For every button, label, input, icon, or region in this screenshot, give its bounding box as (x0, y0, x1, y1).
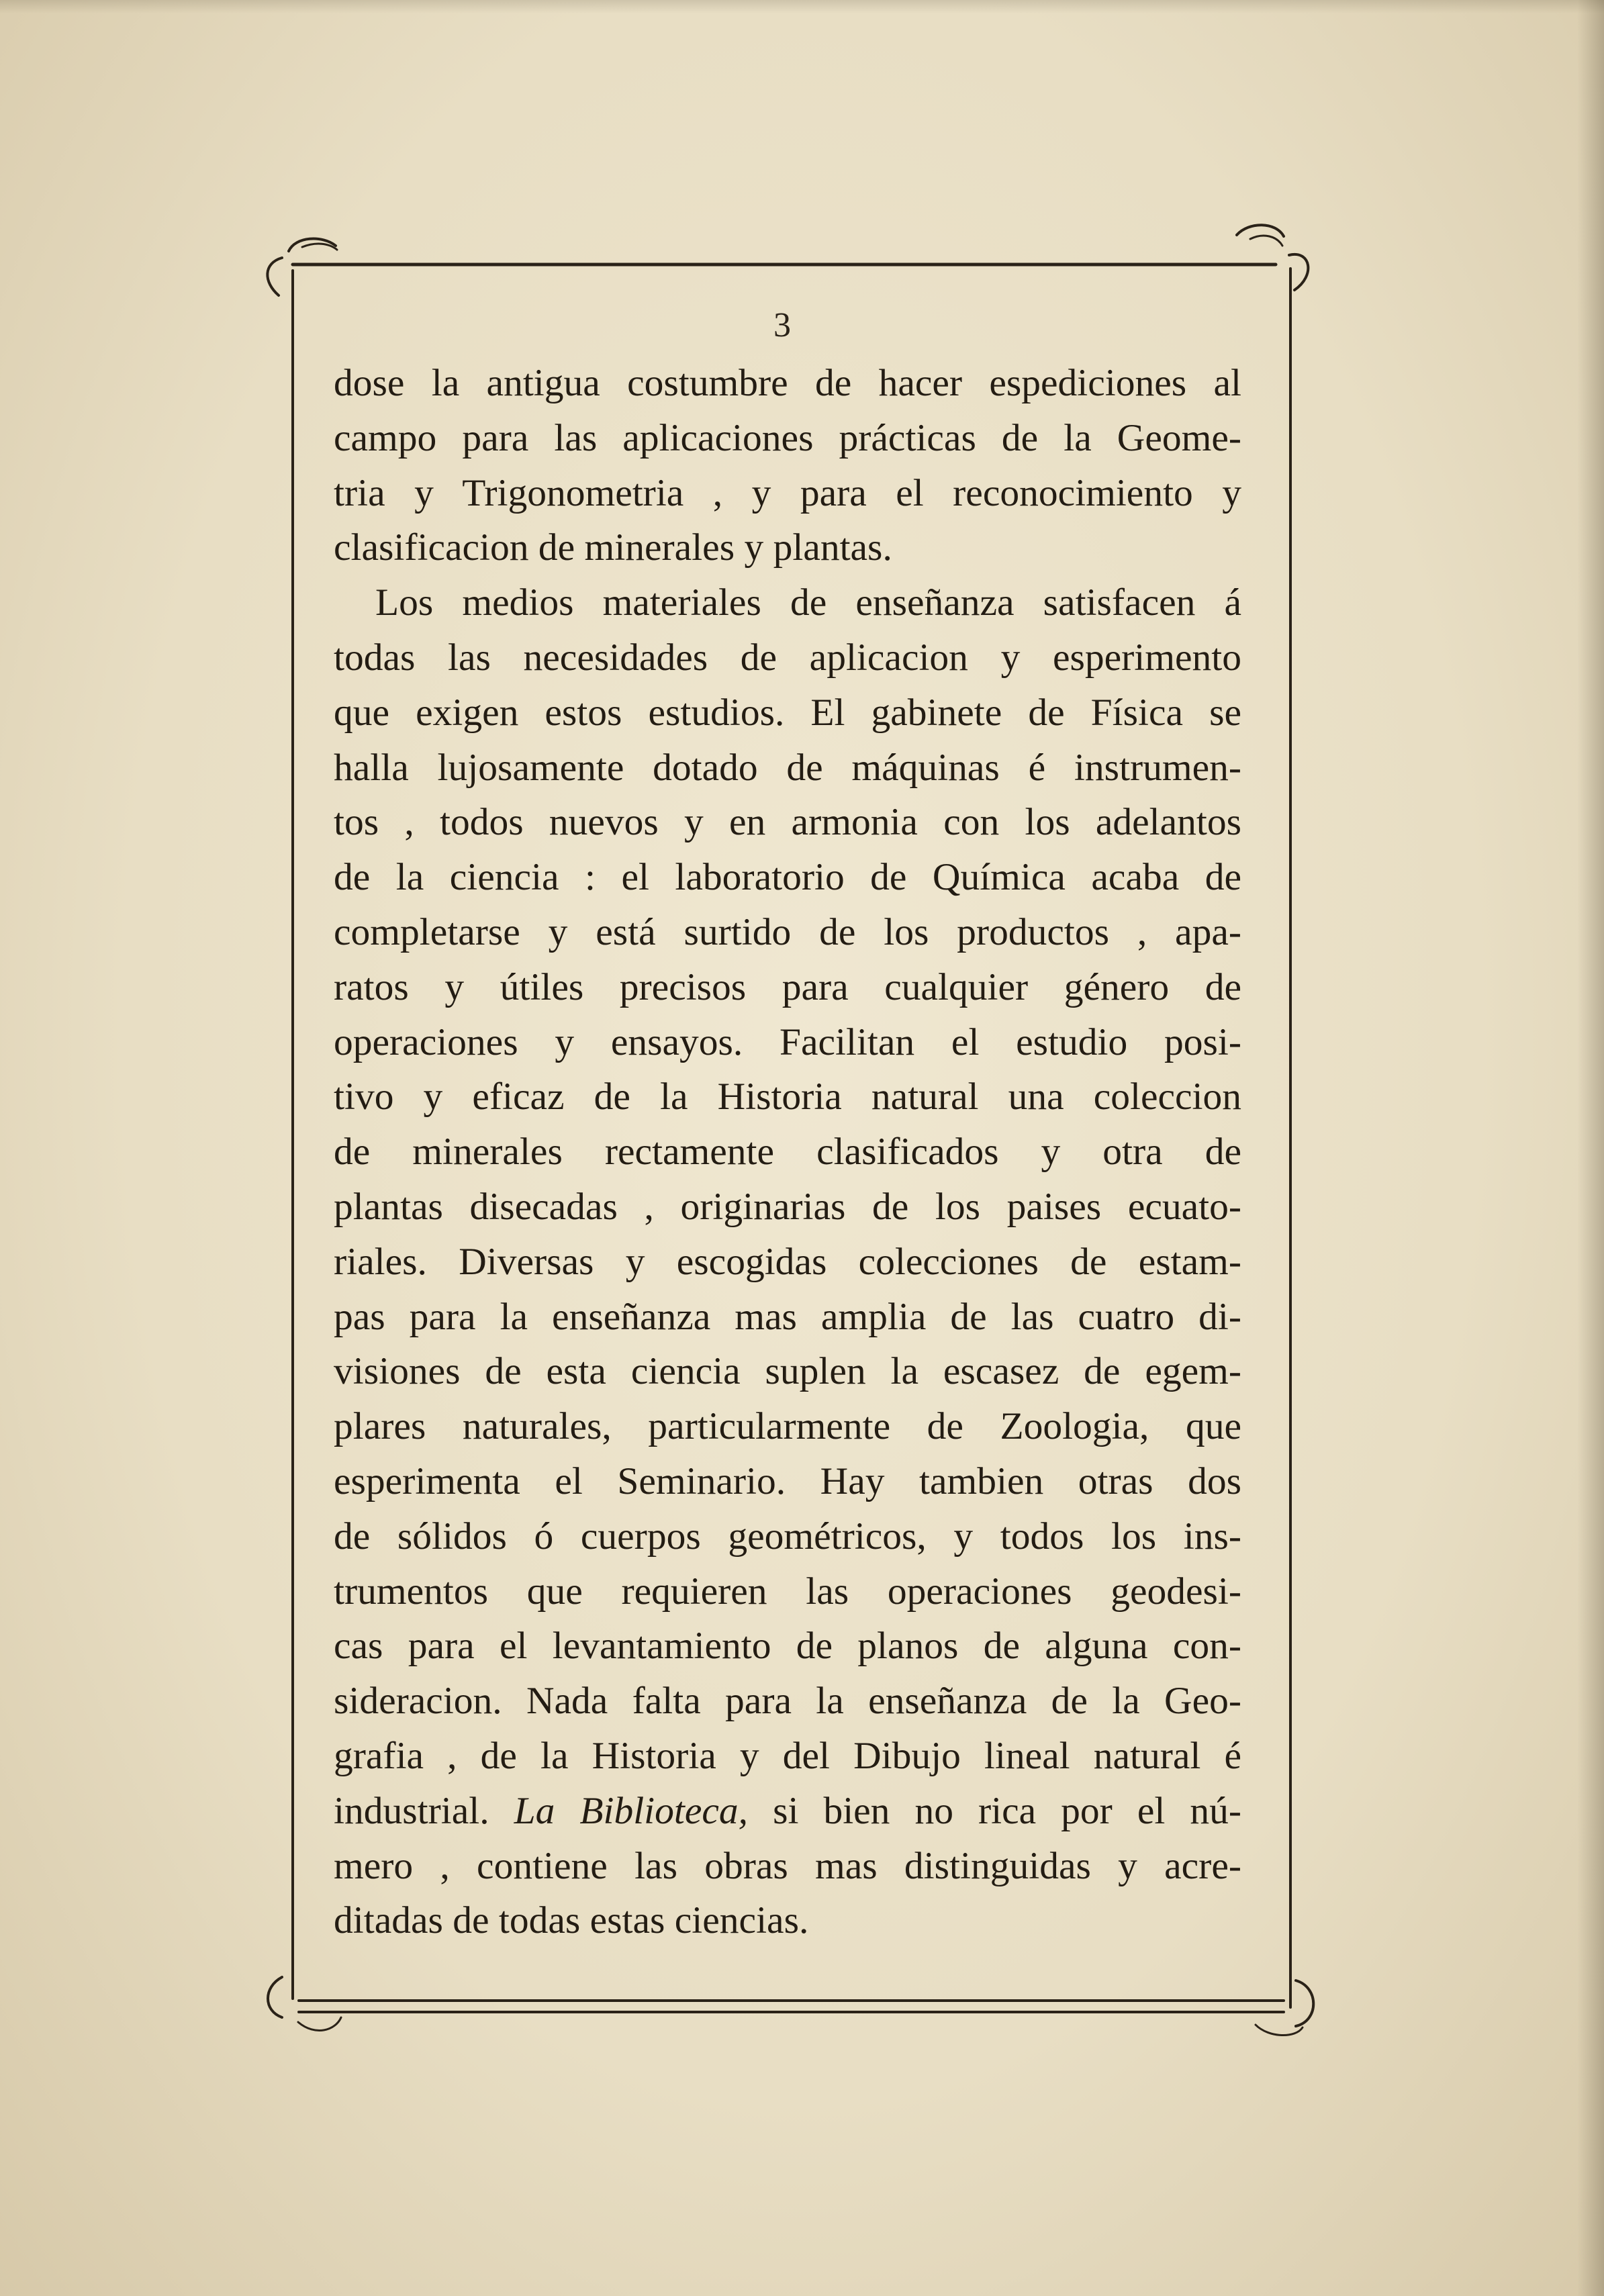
text-line-content: mero , contiene las obras mas distinguidas y acre- (334, 1844, 1241, 1887)
text-line (334, 1509, 1241, 1564)
page-number: 3 (773, 306, 791, 344)
text-line-content: de la ciencia : el laboratorio de Química acaba de (334, 856, 1241, 899)
text-line (334, 1235, 1241, 1290)
italic-title: La Biblioteca, (514, 1789, 749, 1832)
text-line (334, 1564, 1241, 1619)
text-line (334, 795, 1241, 850)
text-line-content: de sólidos ó cuerpos geométricos, y todos los ins- (334, 1515, 1241, 1558)
text-line-content: tria y Trigonometria , y para el reconocimiento y (334, 471, 1241, 514)
text-line-content: campo para las aplicaciones prácticas de la Geome- (334, 416, 1241, 459)
text-line (334, 356, 1241, 411)
text-line (334, 960, 1241, 1015)
text-line-content: visiones de esta ciencia suplen la escasez de egem- (334, 1350, 1241, 1393)
text-line (334, 1619, 1241, 1674)
text-line-content: todas las necesidades de aplicacion y esperimento (334, 636, 1241, 679)
text-line-content: que exigen estos estudios. El gabinete de Física se (334, 691, 1241, 734)
text-line-content: sideracion. Nada falta para la enseñanza de la Geo- (334, 1680, 1241, 1723)
text-line (334, 1729, 1241, 1784)
text-line-content: tos , todos nuevos y en armonia con los adelantos (334, 801, 1241, 844)
text-line-content: tivo y eficaz de la Historia natural una coleccion (334, 1075, 1241, 1118)
text-line (334, 1839, 1241, 1894)
text-line (334, 1069, 1241, 1125)
text-line (334, 520, 1241, 575)
text-line (334, 905, 1241, 960)
text-line-content: operaciones y ensayos. Facilitan el estudio posi- (334, 1020, 1241, 1063)
text-line (334, 1454, 1241, 1509)
text-line-content: plantas disecadas , originarias de los paises ecuato- (334, 1185, 1241, 1228)
text-line-content: industrial. (334, 1789, 514, 1832)
text-line (334, 1180, 1241, 1235)
text-line-content: esperimenta el Seminario. Hay tambien otras dos (334, 1460, 1241, 1502)
text-line (334, 1290, 1241, 1345)
text-line-content: dose la antigua costumbre de hacer espediciones al (334, 362, 1241, 404)
body-text (334, 356, 1241, 1948)
text-line-content: plares naturales, particularmente de Zoologia, que (334, 1405, 1241, 1448)
text-line (334, 575, 1241, 630)
text-line (334, 1399, 1241, 1454)
text-line-content: si bien no rica por el nú- (748, 1789, 1241, 1832)
text-line-content: grafia , de la Historia y del Dibujo lineal natural é (334, 1734, 1241, 1777)
text-line-content: trumentos que requieren las operaciones geodesi- (334, 1570, 1241, 1613)
text-line-content: halla lujosamente dotado de máquinas é instrumen- (334, 746, 1241, 789)
text-line-content: ratos y útiles precisos para cualquier género de (334, 965, 1241, 1008)
text-line-content: cas para el levantamiento de planos de alguna con- (334, 1625, 1241, 1668)
text-line (334, 1784, 1241, 1839)
text-line-content: clasificacion de minerales y plantas. (334, 526, 892, 569)
text-line-content: Los medios materiales de enseñanza satisfacen á (375, 581, 1241, 624)
text-line (334, 1015, 1241, 1070)
text-line (334, 1674, 1241, 1729)
text-line (334, 1344, 1241, 1399)
text-line (334, 740, 1241, 796)
text-line (334, 411, 1241, 466)
text-line (334, 1125, 1241, 1180)
text-line-content: de minerales rectamente clasificados y otra de (334, 1131, 1241, 1174)
text-line (334, 630, 1241, 685)
text-line (334, 1893, 1241, 1948)
text-line-content: riales. Diversas y escogidas colecciones de estam- (334, 1240, 1241, 1283)
text-line-content: pas para la enseñanza mas amplia de las cuatro di- (334, 1295, 1241, 1338)
text-line-content: completarse y está surtido de los productos , apa- (334, 910, 1241, 953)
text-line-content: ditadas de todas estas ciencias. (334, 1899, 809, 1942)
text-line (334, 685, 1241, 740)
text-line (334, 850, 1241, 905)
text-line (334, 466, 1241, 521)
